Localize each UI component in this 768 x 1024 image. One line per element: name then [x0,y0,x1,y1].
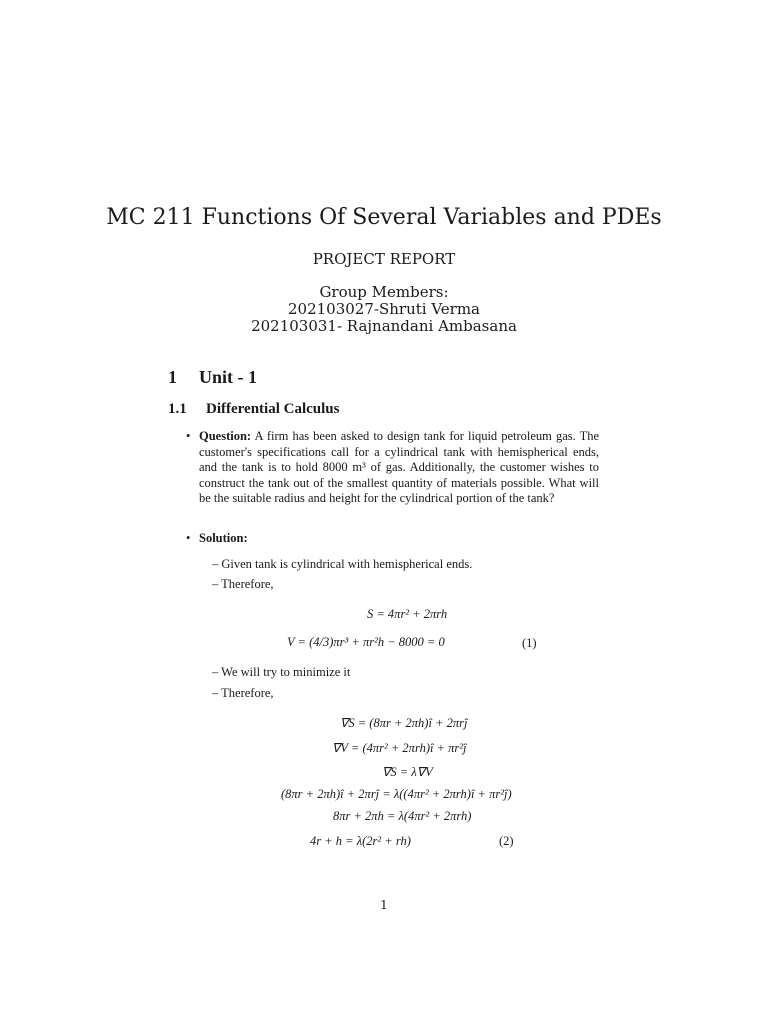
page-number: 1 [380,898,388,912]
bullet-icon: • [186,531,191,545]
solution-step-3: – We will try to minimize it [212,665,351,679]
question-label: Question: [199,429,252,443]
equation-simplified: 4r + h = λ(2r² + rh) [310,834,411,848]
member-2: 202103031- Rajnandani Ambasana [251,317,517,335]
subsection-title: Differential Calculus [206,401,340,417]
equation-surface-area: S = 4πr² + 2πrh [367,607,448,621]
solution-step-2: – Therefore, [212,577,274,591]
section-heading [168,367,257,388]
members-heading: Group Members: [319,283,449,301]
solution-step-4: – Therefore, [212,686,274,700]
member-1: 202103027-Shruti Verma [288,300,480,318]
equation-volume: V = (4/3)πr³ + πr²h − 8000 = 0 [287,635,445,649]
equation-expanded: (8πr + 2πh)î + 2πrĵ = λ((4πr² + 2πrh)î + πr²ĵ) [281,787,512,801]
equation-2-number: (2) [499,834,514,848]
document-title: MC 211 Functions Of Several Variables and PDEs [106,205,662,230]
solution-label: Solution: [199,531,248,545]
equation-1-number: (1) [522,636,537,650]
equation-lagrange: ∇S = λ∇V [382,765,433,779]
solution-step-1: – Given tank is cylindrical with hemispherical ends. [212,557,473,571]
section-number: 1 [168,367,177,387]
document-subtitle: PROJECT REPORT [312,250,456,268]
group-members [0,284,768,335]
subsection-heading [168,401,339,418]
question-text: A firm has been asked to design tank for liquid petroleum gas. The customer's specifications call for a cylindrical tank with hemispherical ends, and the tank is to hold 8000 m³ of gas. Additionally, the customer wishes to construct the tank out of the smallest quantity of materials possible. What will be the suitable radius and height for the cylindrical portion of the tank? [199,429,600,505]
equation-component: 8πr + 2πh = λ(4πr² + 2πrh) [333,809,472,823]
section-title: Unit - 1 [199,367,257,387]
equation-gradient-v: ∇V = (4πr² + 2πrh)î + πr²ĵ [332,741,467,755]
equation-gradient-s: ∇S = (8πr + 2πh)î + 2πrĵ [340,716,468,730]
bullet-icon: • [186,429,191,443]
subsection-number: 1.1 [168,401,187,417]
